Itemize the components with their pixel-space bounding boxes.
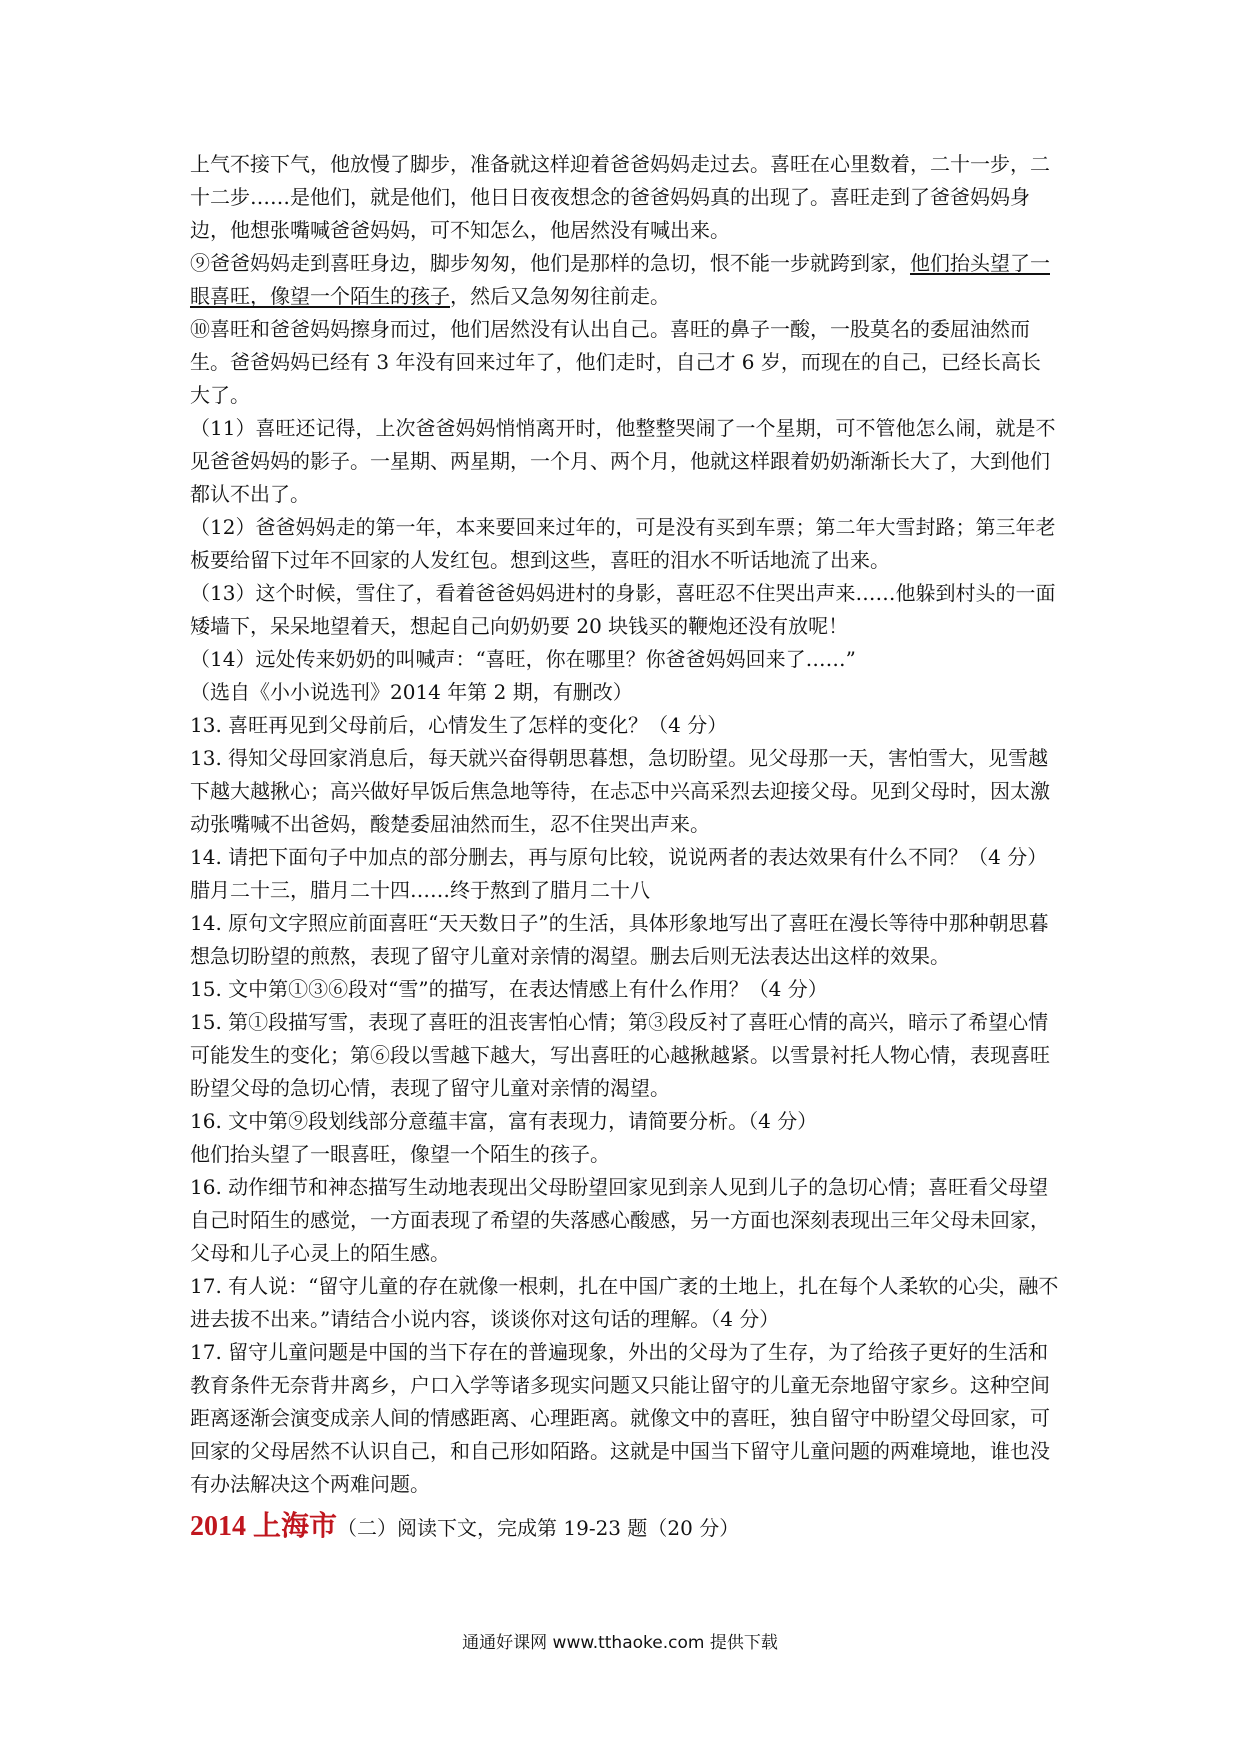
question-16: 16. 文中第⑨段划线部分意蕴丰富，富有表现力，请简要分析。（4 分） — [190, 1109, 818, 1133]
question-15: 15. 文中第①③⑥段对“雪”的描写，在表达情感上有什么作用？（4 分） — [190, 977, 828, 1001]
document-body — [190, 148, 1060, 1548]
p9-text-after: ，然后又急匆匆往前走。 — [450, 284, 670, 308]
section-year-region: 2014 上海市 — [190, 1511, 338, 1542]
page-footer: 通通好课网 www.tthaoke.com 提供下载 — [462, 1633, 778, 1653]
story-paragraph-11: （11）喜旺还记得，上次爸爸妈妈悄悄离开时，他整整哭闹了一个星期，可不管他怎么闹，就是不见爸爸妈妈的影子。一星期、两星期，一个月、两个月，他就这样跟着奶奶渐渐长大了，大到他们都认不出了。 — [190, 416, 1056, 506]
question-14: 14. 请把下面句子中加点的部分删去，再与原句比较，说说两者的表达效果有什么不同？（4 分） — [190, 845, 1048, 869]
story-paragraph-12: （12）爸爸妈妈走的第一年，本来要回来过年的，可是没有买到车票；第二年大雪封路；第三年老板要给留下过年不回家的人发红包。想到这些，喜旺的泪水不听话地流了出来。 — [190, 515, 1056, 572]
answer-15: 15. 第①段描写雪，表现了喜旺的沮丧害怕心情；第③段反衬了喜旺心情的高兴，暗示了希望心情可能发生的变化；第⑥段以雪越下越大，写出喜旺的心越揪越紧。以雪景衬托人物心情，表现喜旺盼望父母的急切心情，表现了留守儿童对亲情的渴望。 — [190, 1010, 1050, 1100]
p9-underlined-sentence: 他们抬头望了一眼喜旺，像望一个陌生的孩子 — [190, 251, 1050, 308]
answer-14: 14. 原句文字照应前面喜旺“天天数日子”的生活，具体形象地写出了喜旺在漫长等待中那种朝思暮想急切盼望的煎熬，表现了留守儿童对亲情的渴望。删去后则无法表达出这样的效果。 — [190, 911, 1049, 968]
question-16-quote: 他们抬头望了一眼喜旺，像望一个陌生的孩子。 — [190, 1142, 610, 1166]
question-13: 13. 喜旺再见到父母前后，心情发生了怎样的变化？（4 分） — [190, 713, 728, 737]
section-instruction: （二）阅读下文，完成第 19-23 题（20 分） — [337, 1516, 740, 1540]
story-paragraph-continued: 上气不接下气，他放慢了脚步，准备就这样迎着爸爸妈妈走过去。喜旺在心里数着，二十一步，二十二步……是他们，就是他们，他日日夜夜想念的爸爸妈妈真的出现了。喜旺走到了爸爸妈妈身边，他想张嘴喊爸爸妈妈，可不知怎么，他居然没有喊出来。 — [190, 152, 1050, 242]
answer-13: 13. 得知父母回家消息后，每天就兴奋得朝思暮想，急切盼望。见父母那一天，害怕雪大，见雪越下越大越揪心；高兴做好早饭后焦急地等待，在忐忑中兴高采烈去迎接父母。见到父母时，因太激动张嘴喊不出爸妈，酸楚委屈油然而生，忍不住哭出声来。 — [190, 746, 1050, 836]
story-paragraph-9 — [190, 247, 1060, 313]
next-section-heading — [190, 1507, 1060, 1548]
story-source-note: （选自《小小说选刊》2014 年第 2 期，有删改） — [190, 680, 633, 704]
question-14-quote: 腊月二十三，腊月二十四……终于熬到了腊月二十八 — [190, 878, 650, 902]
question-17: 17. 有人说：“留守儿童的存在就像一根刺，扎在中国广袤的土地上，扎在每个人柔软的心尖，融不进去拔不出来。”请结合小说内容，谈谈你对这句话的理解。（4 分） — [190, 1274, 1059, 1331]
p9-text-before: ⑨爸爸妈妈走到喜旺身边，脚步匆匆，他们是那样的急切，恨不能一步就跨到家， — [190, 251, 910, 275]
story-paragraph-10: ⑩喜旺和爸爸妈妈擦身而过，他们居然没有认出自己。喜旺的鼻子一酸，一股莫名的委屈油然而生。爸爸妈妈已经有 3 年没有回来过年了，他们走时，自己才 6 岁，而现在的自己，已经长高长大了。 — [190, 317, 1041, 407]
answer-17: 17. 留守儿童问题是中国的当下存在的普遍现象，外出的父母为了生存，为了给孩子更好的生活和教育条件无奈背井离乡，户口入学等诸多现实问题又只能让留守的儿童无奈地留守家乡。这种空间距离逐渐会演变成亲人间的情感距离、心理距离。就像文中的喜旺，独自留守中盼望父母回家，可回家的父母居然不认识自己，和自己形如陌路。这就是中国当下留守儿童问题的两难境地，谁也没有办法解决这个两难问题。 — [190, 1340, 1050, 1496]
answer-16: 16. 动作细节和神态描写生动地表现出父母盼望回家见到亲人见到儿子的急切心情；喜旺看父母望自己时陌生的感觉，一方面表现了希望的失落感心酸感，另一方面也深刻表现出三年父母未回家，父母和儿子心灵上的陌生感。 — [190, 1175, 1050, 1265]
story-paragraph-13: （13）这个时候，雪住了，看着爸爸妈妈进村的身影，喜旺忍不住哭出声来……他躲到村头的一面矮墙下，呆呆地望着天，想起自己向奶奶要 20 块钱买的鞭炮还没有放呢！ — [190, 581, 1056, 638]
story-paragraph-14: （14）远处传来奶奶的叫喊声：“喜旺，你在哪里？你爸爸妈妈回来了……” — [190, 647, 856, 671]
